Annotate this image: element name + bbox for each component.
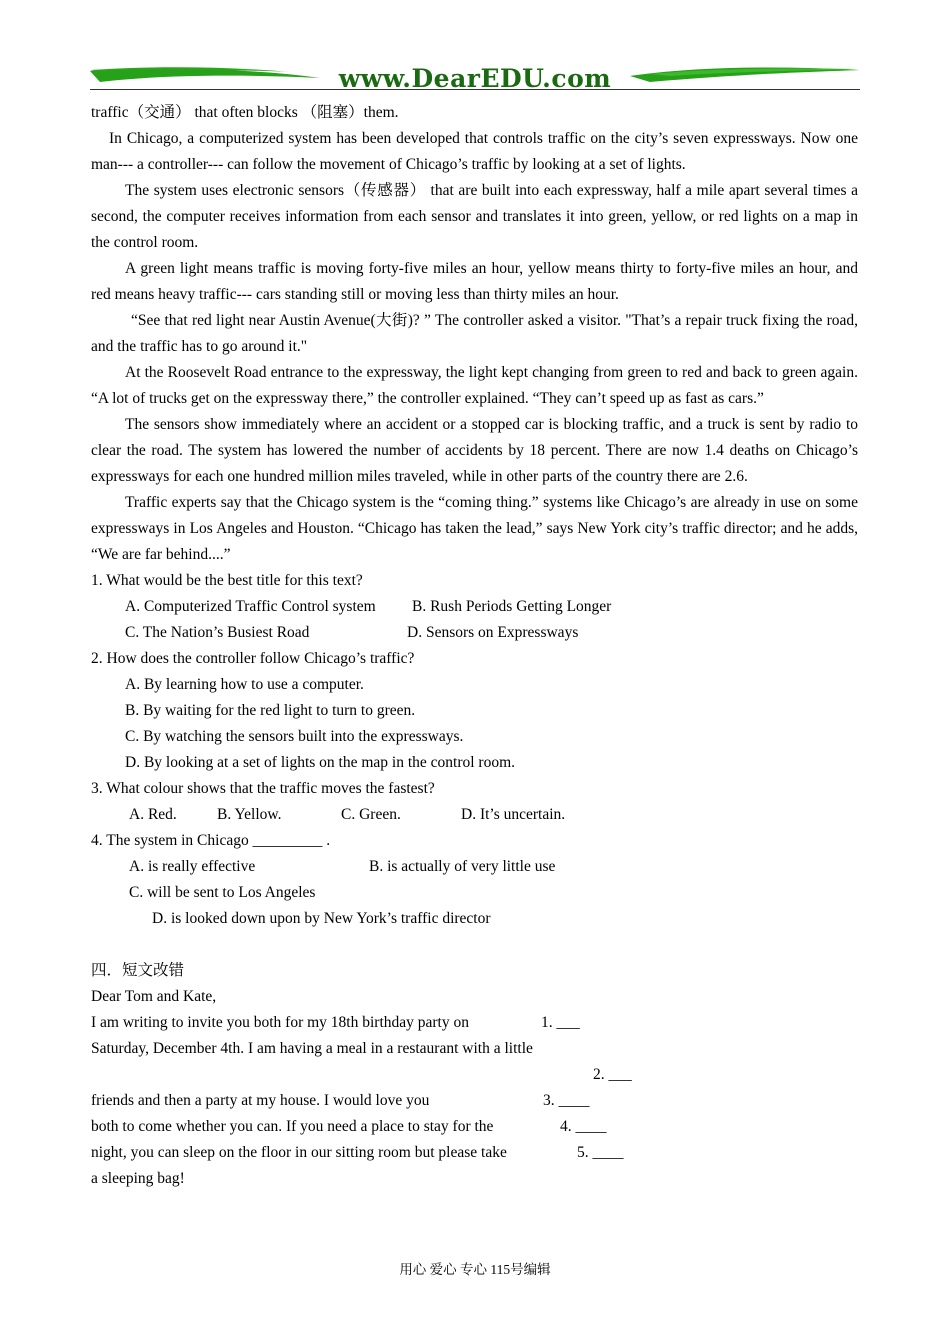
letter-line (91, 1166, 858, 1192)
question-2-stem: 2. How does the controller follow Chicago’s traffic? (91, 650, 415, 667)
question-3-option-b: B. Yellow. (217, 806, 282, 823)
passage-paragraph-4: “See that red light near Austin Avenue(大街)? ” The controller asked a visitor. "That’s a repair truck fixing the road, and the traffic has to go around it." (91, 312, 858, 355)
question-1-option-b: B. Rush Periods Getting Longer (412, 598, 612, 615)
question-1-stem: 1. What would be the best title for this text? (91, 572, 363, 589)
page-footer: 用心 爱心 专心 115号编辑 (399, 1262, 551, 1277)
passage-paragraph-7: Traffic experts say that the Chicago system is the “coming thing.” systems like Chicago’s are already in use on some expressways in Los Angeles and Houston. “Chicago has taken the lead,” says New York city’s traffic director; and he adds, “We are far behind....” (91, 494, 858, 563)
question-4-option-d-row (91, 906, 858, 932)
question-4-option-c-row (91, 880, 858, 906)
question-4-stem: 4. The system in Chicago _________ . (91, 832, 331, 849)
error-blank-3: 3. ____ (543, 1092, 590, 1109)
letter-line-text: both to come whether you can. If you need a place to stay for the (91, 1118, 494, 1135)
header-rule (90, 89, 860, 90)
document-body (91, 100, 858, 1192)
question-2-option-a: A. By learning how to use a computer. (125, 676, 364, 693)
letter-line-text: a sleeping bag! (91, 1170, 185, 1187)
question-1-option-c: C. The Nation’s Busiest Road (125, 624, 310, 641)
letter-line-text: night, you can sleep on the floor in our sitting room but please take (91, 1144, 507, 1161)
error-blank-2: 2. ___ (593, 1066, 632, 1083)
letter-line (91, 1062, 858, 1088)
question-3-options-row (91, 802, 858, 828)
question-1-option-d: D. Sensors on Expressways (407, 624, 579, 641)
question-2-option-b: B. By waiting for the red light to turn to green. (125, 702, 416, 719)
section-4-title: 四．短文改错 (91, 962, 185, 979)
letter-greeting: Dear Tom and Kate, (91, 988, 217, 1005)
question-1-options-row-2 (91, 620, 858, 646)
question-2-option-d: D. By looking at a set of lights on the map in the control room. (125, 754, 516, 771)
letter-line (91, 1088, 858, 1114)
letter-line (91, 1036, 858, 1062)
question-4-option-b: B. is actually of very little use (369, 858, 556, 875)
error-blank-4: 4. ____ (560, 1118, 607, 1135)
question-4-option-a: A. is really effective (129, 858, 256, 875)
passage-paragraph-3: A green light means traffic is moving forty-five miles an hour, yellow means thirty to forty-five miles an hour, and red means heavy traffic--- cars standing still or moving less than thirty miles an hour. (91, 260, 858, 303)
question-1-option-a: A. Computerized Traffic Control system (125, 598, 376, 615)
question-3-stem: 3. What colour shows that the traffic moves the fastest? (91, 780, 435, 797)
question-3-option-c: C. Green. (341, 806, 401, 823)
section-spacer (91, 932, 858, 958)
question-3-option-a: A. Red. (129, 806, 177, 823)
passage-paragraph-2: The system uses electronic sensors（传感器） that are built into each expressway, half a mile apart several times a second, the computer receives information from each sensor and translates it into green, yellow, or red lights on a map in the control room. (91, 182, 858, 251)
letter-line (91, 1010, 858, 1036)
question-3-option-d: D. It’s uncertain. (461, 806, 566, 823)
question-2-option-c: C. By watching the sensors built into the expressways. (125, 728, 464, 745)
letter-line-text: Saturday, December 4th. I am having a meal in a restaurant with a little (91, 1040, 533, 1057)
passage-paragraph-5: At the Roosevelt Road entrance to the expressway, the light kept changing from green to red and back to green again. “A lot of trucks get on the expressway there,” the controller explained. “They can’t speed up as fast as cars.” (91, 364, 858, 407)
letter-line-text: friends and then a party at my house. I would love you (91, 1092, 430, 1109)
passage-paragraph-6: The sensors show immediately where an accident or a stopped car is blocking traffic, and a truck is sent by radio to clear the road. The system has lowered the number of accidents by 18 percent. There are now 1.4 deaths on Chicago’s expressways for each one hundred million miles traveled, while in other parts of the country there are 2.6. (91, 416, 858, 485)
letter-line (91, 1140, 858, 1166)
passage-paragraph-0: traffic（交通） that often blocks （阻塞）them. (91, 104, 399, 121)
question-4-option-d: D. is looked down upon by New York’s traffic director (152, 910, 491, 927)
passage-paragraph-1: In Chicago, a computerized system has been developed that controls traffic on the city’s seven expressways. Now one man--- a controller--- can follow the movement of Chicago’s traffic by looking at a set of lights. (91, 130, 858, 173)
question-4-options-row (91, 854, 858, 880)
letter-line-text: I am writing to invite you both for my 18th birthday party on (91, 1014, 469, 1031)
error-blank-1: 1. ___ (541, 1014, 580, 1031)
question-1-options-row-1 (91, 594, 858, 620)
error-blank-5: 5. ____ (577, 1144, 624, 1161)
site-logo-text: www.DearEDU.com (338, 64, 612, 93)
question-4-option-c: C. will be sent to Los Angeles (129, 884, 316, 901)
letter-line (91, 1114, 858, 1140)
